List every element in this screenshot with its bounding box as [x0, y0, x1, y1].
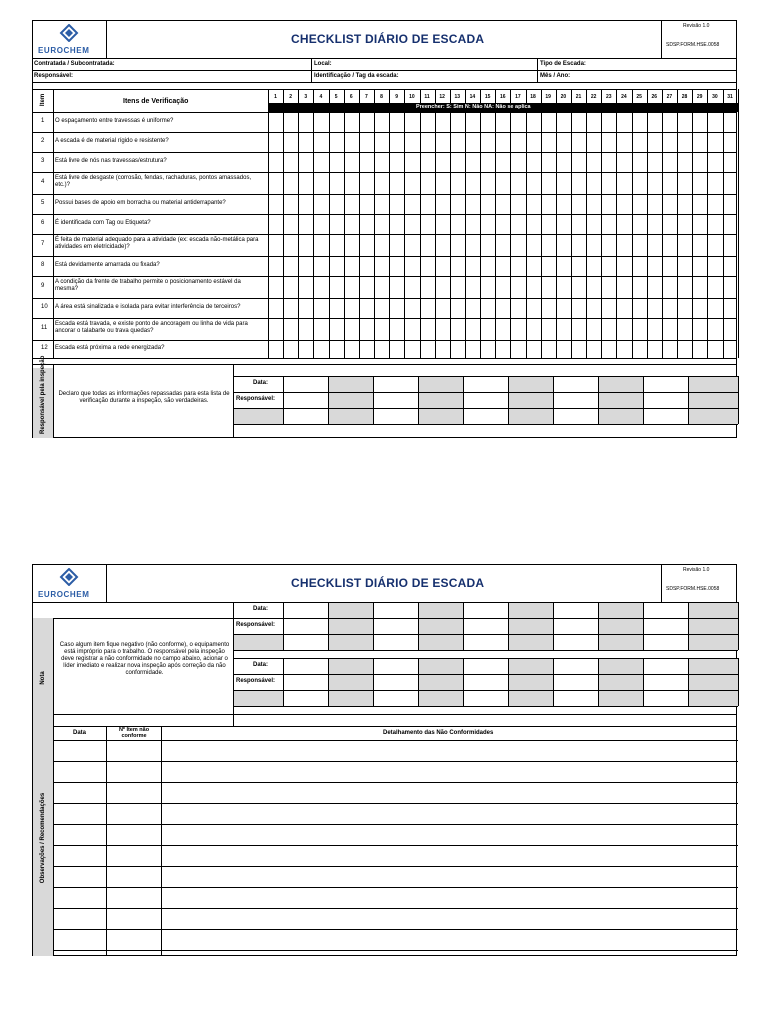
column-divider [647, 89, 648, 103]
day-number-6: 6 [349, 94, 353, 100]
row-divider [53, 761, 738, 762]
row-divider [33, 214, 736, 215]
column-divider [643, 602, 644, 650]
column-divider [553, 376, 554, 424]
row-divider [53, 908, 738, 909]
item-text: É identificada com Tag ou Etiqueta? [55, 220, 151, 226]
column-divider [465, 89, 466, 103]
column-divider [313, 112, 314, 358]
column-divider [373, 658, 374, 706]
column-divider [298, 112, 299, 358]
column-divider [598, 658, 599, 706]
tag-label: Identificação / Tag da escada: [314, 73, 399, 79]
eurochem-logo-icon [55, 568, 83, 586]
day-number-9: 9 [395, 94, 399, 100]
column-divider [571, 112, 572, 358]
column-divider [359, 112, 360, 358]
row-divider [233, 634, 738, 635]
row-divider [53, 866, 738, 867]
row-divider [33, 152, 736, 153]
column-divider [723, 112, 724, 358]
row-divider [233, 602, 738, 603]
item-number: 8 [41, 262, 45, 268]
revision-label: Revisão 1.0 [683, 23, 710, 29]
note-side-label: Nota [40, 671, 46, 685]
day-number-12: 12 [439, 94, 445, 100]
eurochem-logo [55, 24, 83, 42]
responsible-sign-label: Responsável: [236, 622, 276, 628]
item-number: 6 [41, 220, 45, 226]
local-label: Local: [314, 61, 332, 67]
month-year-label: Mês / Ano: [540, 73, 571, 79]
column-divider [283, 89, 284, 103]
row-divider [33, 364, 736, 365]
date-label: Data: [253, 662, 269, 668]
row-divider [53, 824, 738, 825]
column-divider [463, 376, 464, 424]
day-number-13: 13 [454, 94, 461, 100]
column-divider [359, 89, 360, 103]
day-number-5: 5 [334, 94, 338, 100]
column-divider [389, 89, 390, 103]
column-divider [283, 112, 284, 358]
row-divider [233, 658, 738, 659]
column-divider [692, 89, 693, 103]
item-number: 7 [41, 241, 45, 247]
gray-cell [329, 376, 373, 424]
column-divider [329, 89, 330, 103]
column-divider [233, 376, 234, 424]
item-text: Está devidamente amarrada ou fixada? [55, 262, 160, 268]
row-divider [33, 276, 736, 277]
row-divider [33, 298, 736, 299]
column-divider [283, 658, 284, 706]
column-divider [508, 602, 509, 650]
responsible-sign-label: Responsável: [236, 678, 276, 684]
column-divider [418, 376, 419, 424]
item-number: 3 [41, 158, 45, 164]
declaration-text: Declaro que todas as informações repassadas para esta lista de verificação durante a inspeção, são verdadeiras. [58, 391, 230, 404]
column-divider [495, 89, 496, 103]
row-divider [53, 887, 738, 888]
row-divider [233, 424, 738, 425]
column-divider [374, 112, 375, 358]
company-name: EUROCHEM [38, 590, 90, 599]
item-text: A condição da frente de trabalho permite o posicionamento estável da mesma? [55, 279, 241, 292]
column-divider [556, 89, 557, 103]
row-divider [53, 929, 738, 930]
column-divider [526, 89, 527, 103]
eurochem-logo [55, 568, 83, 586]
column-divider [553, 658, 554, 706]
gray-cell [689, 603, 738, 650]
checklist-sheet-page-1 [32, 20, 737, 438]
column-divider [556, 112, 557, 358]
gray-cell [599, 376, 643, 424]
ladder-type-label: Tipo de Escada: [540, 61, 586, 67]
column-divider [738, 658, 739, 706]
day-number-18: 18 [530, 94, 536, 100]
obs-detail-header: Detalhamento das Não Conformidades [383, 730, 494, 736]
day-number-26: 26 [651, 94, 658, 100]
day-number-21: 21 [575, 94, 582, 100]
gray-cell [419, 603, 463, 650]
item-text: Escada está próxima a rede energizada? [55, 345, 165, 351]
form-code: SDSP.FORM.HSE.0058 [666, 586, 720, 592]
gray-cell [599, 603, 643, 650]
column-divider [268, 89, 269, 358]
column-divider [601, 89, 602, 103]
item-number: 1 [41, 118, 45, 124]
item-number: 9 [41, 283, 45, 289]
row-divider [233, 392, 738, 393]
row-divider [233, 674, 738, 675]
item-number: 12 [41, 345, 48, 351]
date-label: Data: [253, 606, 269, 612]
day-number-20: 20 [560, 94, 567, 100]
column-divider [707, 89, 708, 103]
column-divider [508, 658, 509, 706]
row-divider [33, 234, 736, 235]
obs-item-header: Nº Item não conforme [118, 727, 150, 739]
row-divider [233, 408, 738, 409]
column-divider [313, 89, 314, 103]
column-divider [598, 376, 599, 424]
day-number-3: 3 [304, 94, 308, 100]
day-number-4: 4 [319, 94, 323, 100]
day-number-10: 10 [409, 94, 415, 100]
row-divider [233, 706, 738, 707]
day-number-29: 29 [696, 94, 703, 100]
row-divider [33, 256, 736, 257]
item-number: 2 [41, 138, 45, 144]
row-divider [33, 358, 736, 359]
row-divider [33, 172, 736, 173]
column-divider [344, 89, 345, 103]
column-divider [662, 112, 663, 358]
column-divider [632, 89, 633, 103]
column-divider [616, 89, 617, 103]
gray-cell [329, 603, 373, 650]
row-divider [33, 318, 736, 319]
column-divider [404, 112, 405, 358]
day-number-2: 2 [289, 94, 293, 100]
column-divider [328, 376, 329, 424]
gray-cell [234, 635, 283, 650]
column-divider [420, 112, 421, 358]
observations-side-label: Observações / Recomendações [40, 792, 46, 884]
column-divider [450, 112, 451, 358]
column-divider [344, 112, 345, 358]
item-text: É feita de material adequado para a atividade (ex: escada não-metálica para atividades em eletricidade)? [55, 237, 259, 250]
item-text: O espaçamento entre travessas é uniforme? [55, 118, 174, 124]
day-number-22: 22 [590, 94, 597, 100]
column-divider [688, 658, 689, 706]
column-divider [283, 376, 284, 424]
row-divider [53, 740, 738, 741]
column-divider [601, 112, 602, 358]
column-divider [738, 89, 739, 358]
column-divider [688, 376, 689, 424]
column-divider [692, 112, 693, 358]
column-divider [418, 602, 419, 650]
column-divider [616, 112, 617, 358]
form-title: CHECKLIST DIÁRIO DE ESCADA [291, 576, 485, 590]
column-divider [404, 89, 405, 103]
day-number-24: 24 [621, 94, 627, 100]
column-divider [283, 602, 284, 650]
column-divider [435, 89, 436, 103]
column-divider [298, 89, 299, 103]
column-divider [495, 112, 496, 358]
column-divider [541, 112, 542, 358]
note-text: Caso algum item fique negativo (não conforme), o equipamento está impróprio para o trabalho. O responsável pela inspeção deve registrar a não conformidade no campo abaixo, acionar o líder imediato e realizar nova inspeção após correção da não conformidade. [59, 642, 230, 676]
column-divider [688, 602, 689, 650]
column-divider [450, 89, 451, 103]
column-divider [480, 89, 481, 103]
column-divider [510, 112, 511, 358]
obs-date-header: Data [73, 730, 87, 736]
items-column-header: Itens de Verificação [123, 98, 189, 105]
eurochem-logo-icon [55, 24, 83, 42]
company-name: EUROCHEM [38, 46, 90, 55]
day-number-27: 27 [666, 94, 673, 100]
gray-cell [419, 659, 463, 706]
column-divider [738, 602, 739, 650]
column-divider [662, 89, 663, 103]
contractor-label: Contratada / Subcontratada: [34, 61, 115, 67]
fill-legend: Preencher: S: Sim N: Não NA: Não se aplica [416, 104, 531, 110]
item-text: Está livre de desgaste (corrosão, fendas, rachaduras, pontos amassados, etc.)? [55, 175, 252, 188]
day-number-8: 8 [380, 94, 383, 100]
column-divider [463, 658, 464, 706]
day-number-30: 30 [712, 94, 718, 100]
column-divider [647, 112, 648, 358]
column-divider [233, 602, 234, 726]
row-divider [233, 376, 738, 377]
column-divider [328, 602, 329, 650]
item-number: 5 [41, 200, 45, 206]
form-title: CHECKLIST DIÁRIO DE ESCADA [291, 32, 485, 46]
form-code: SDSP.FORM.HSE.0058 [666, 42, 720, 48]
column-divider [329, 112, 330, 358]
day-number-16: 16 [499, 94, 506, 100]
column-divider [418, 658, 419, 706]
column-divider [373, 602, 374, 650]
column-divider [553, 602, 554, 650]
responsible-label: Responsável: [34, 73, 74, 79]
column-divider [598, 602, 599, 650]
column-divider [571, 89, 572, 103]
row-divider [53, 803, 738, 804]
item-text: Possui bases de apoio em borracha ou material antiderrapante? [55, 200, 226, 206]
row-divider [268, 103, 738, 104]
column-divider [463, 602, 464, 650]
row-divider [33, 714, 736, 715]
column-divider [510, 89, 511, 103]
column-divider [328, 658, 329, 706]
row-divider [33, 194, 736, 195]
column-divider [465, 112, 466, 358]
column-divider [480, 112, 481, 358]
item-number: 10 [41, 304, 48, 310]
column-divider [435, 112, 436, 358]
column-divider [723, 89, 724, 103]
column-divider [374, 89, 375, 103]
item-number: 11 [41, 325, 48, 331]
gray-cell [509, 603, 553, 650]
gray-cell [234, 408, 283, 424]
row-divider [33, 340, 736, 341]
date-label: Data: [253, 380, 269, 386]
column-divider [389, 112, 390, 358]
day-number-19: 19 [545, 94, 551, 100]
revision-label: Revisão 1.0 [683, 567, 710, 573]
day-number-25: 25 [636, 94, 642, 100]
gray-cell [509, 376, 553, 424]
column-divider [738, 376, 739, 424]
day-number-1: 1 [274, 94, 277, 100]
column-divider [677, 112, 678, 358]
declaration-side-label: Responsável pela inspeção [40, 355, 46, 434]
column-divider [677, 89, 678, 103]
item-text: Está livre de nós nas travessas/estrutura? [55, 158, 167, 164]
column-divider [53, 618, 54, 726]
day-number-28: 28 [681, 94, 688, 100]
row-divider [33, 112, 736, 113]
item-text: Escada está travada, e existe ponto de ancoragem ou linha de vida para ancorar o talabarte ou trava quedas? [55, 321, 248, 334]
row-divider [53, 950, 738, 951]
column-divider [632, 112, 633, 358]
row-divider [33, 132, 736, 133]
column-divider [53, 89, 54, 358]
responsible-sign-label: Responsável: [236, 396, 276, 402]
gray-cell [329, 659, 373, 706]
day-number-11: 11 [424, 94, 430, 100]
item-text: A escada é de material rígido e resistente? [55, 138, 169, 144]
gray-cell [689, 659, 738, 706]
gray-cell [599, 659, 643, 706]
column-divider [643, 376, 644, 424]
gray-cell [234, 691, 283, 706]
column-divider [541, 89, 542, 103]
checklist-sheet-page-2 [32, 564, 737, 956]
column-divider [508, 376, 509, 424]
item-column-header: Item [40, 93, 46, 107]
column-divider [586, 112, 587, 358]
column-divider [707, 112, 708, 358]
column-divider [53, 364, 54, 438]
gray-cell [419, 376, 463, 424]
day-number-7: 7 [365, 94, 368, 100]
column-divider [643, 658, 644, 706]
column-divider [420, 89, 421, 103]
day-number-31: 31 [727, 94, 733, 100]
gray-cell [689, 376, 738, 424]
column-divider [586, 89, 587, 103]
row-divider [53, 845, 738, 846]
gray-cell [509, 659, 553, 706]
day-number-17: 17 [515, 94, 521, 100]
day-number-15: 15 [484, 94, 491, 100]
item-text: A área está sinalizada e isolada para evitar interferência de terceiros? [55, 304, 241, 310]
column-divider [373, 376, 374, 424]
row-divider [53, 782, 738, 783]
row-divider [233, 690, 738, 691]
row-divider [33, 618, 736, 619]
item-number: 4 [41, 179, 45, 185]
column-divider [526, 112, 527, 358]
row-divider [233, 650, 738, 651]
day-number-23: 23 [606, 94, 612, 100]
day-number-14: 14 [469, 94, 476, 100]
